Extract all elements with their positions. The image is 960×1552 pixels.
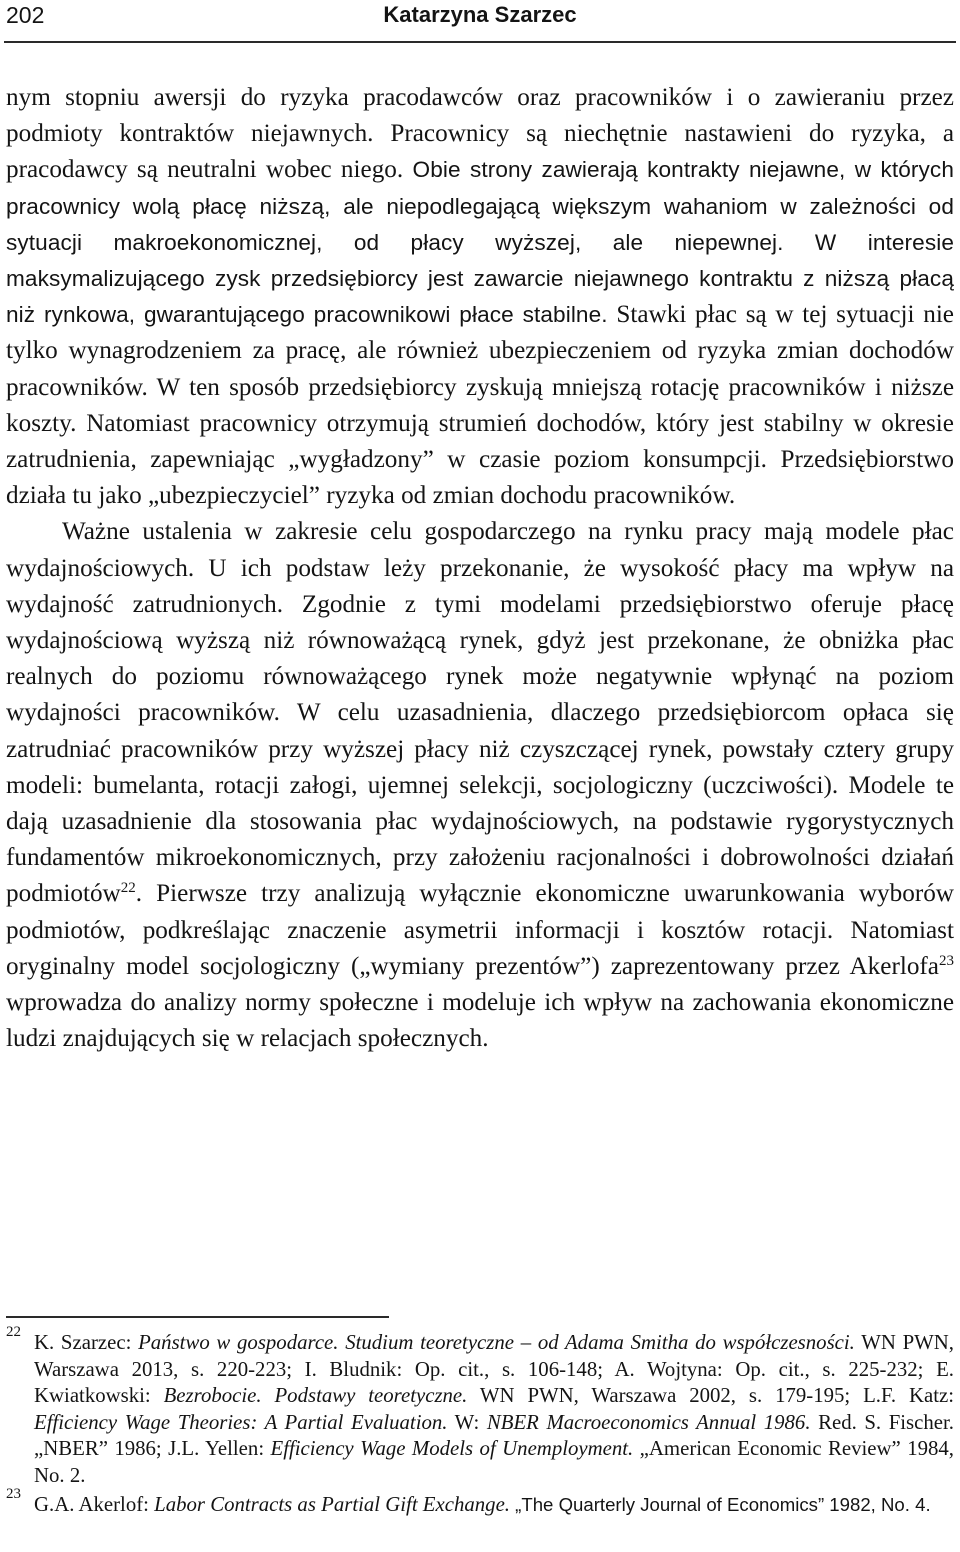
footnote-rule [6, 1316, 389, 1318]
footnote-number: 22 [6, 1324, 21, 1340]
p1-sentence-1: nym stopniu awersji do ryzyka pracodawców oraz pracowników i o zawieraniu przez podmioty kontraktów niejawnych. [6, 84, 954, 148]
footnote-text: Red. S. Fischer. „NBER” 1986; J.L. Yellen: [34, 1410, 954, 1461]
paragraph-2 [6, 514, 954, 1057]
paragraph-1 [6, 80, 954, 514]
footnote-text: „The Quarterly Journal of Economics” 1982, No. 4. [510, 1493, 931, 1515]
main-text [6, 80, 954, 1057]
p1-sentence-7: Natomiast pracownicy otrzymują strumień dochodów, który jest stabilny w okresie zatrudnienia, zapewniając „wygładzony” w czasie poziom konsumpcji. Przedsiębiorstwo działa tu jako „ubezpieczyciel” ryzyka od zmian dochodu pracowników. [6, 409, 954, 510]
p2-text-b: . Pierwsze trzy analizują wyłącznie ekonomiczne uwarunkowania wyborów podmiotów, podkreślając znaczenie asymetrii informacji i kosztów rotacji. Natomiast oryginalny model socjologiczny („wymiany prezentów”) zaprezentowany przez Akerlofa [6, 880, 954, 980]
footnote-text: W: [447, 1410, 487, 1434]
footnote-title: Labor Contracts as Partial Gift Exchange. [154, 1492, 510, 1516]
running-head-author: Katarzyna Szarzec [383, 2, 577, 27]
footnote-22 [6, 1324, 955, 1490]
page-number: 202 [6, 2, 45, 28]
footnote-text: WN PWN, Warszawa 2002, s. 179-195; L.F. Katz: [467, 1384, 955, 1408]
p1-sentence-6: W ten sposób przedsiębiorcy zyskują mniejszą rotację pracowników i niższe koszty. [6, 373, 954, 437]
footnote-number: 23 [6, 1485, 21, 1502]
footnote-text: WN PWN, Warszawa 2013, s. 220-223; I. Bludnik: Op. cit., s. 106-148; A. Wojtyna: Op. cit., s. 225-232; E. Kwiatkowski: [34, 1331, 954, 1408]
footnote-title: NBER Macroeconomics Annual 1986. [486, 1410, 811, 1434]
footnote-title: Efficiency Wage Theories: A Partial Evaluation. [34, 1410, 448, 1434]
header-rule [4, 41, 956, 43]
footnote-ref-23[interactable]: 23 [939, 952, 954, 969]
footnotes [6, 1324, 955, 1518]
footnote-text: „American Economic Review” 1984, No. 2. [34, 1437, 954, 1487]
page-header [0, 0, 960, 40]
footnote-title: Efficiency Wage Models of Unemployment. [270, 1437, 634, 1461]
p2-text-a: Ważne ustalenia w zakresie celu gospodarczego na rynku pracy mają modele płac wydajnościowych. U ich podstaw leży przekonanie, że wysokość płacy ma wpływ na wydajność zatrudnionych. Zgodnie z tymi modelami przedsiębiorstwo oferuje płacę wydajnościową wyższą niż równoważącą rynek, gdyż jest przekonane, że obniżka płac realnych do poziomu równoważącego rynek może negatywnie wpłynąć na poziom wydajności pracowników. W celu uzasadnienia, dlaczego przedsiębiorcom opłaca się zatrudniać pracowników przy wyższej płacy niż czyszczącej rynek, powstały cztery grupy modeli: bumelanta, rotacji załogi, ujemnej selekcji, socjologiczny (uczciwości). Modele te dają uzasadnienie dla stosowania płac wydajnościowych, na podstawie rygorystycznych fundamentów mikroekonomicznych, przy założeniu racjonalności i dobrowolności działań podmiotów [6, 518, 954, 908]
footnote-title: Państwo w gospodarce. Studium teoretyczne – od Adama Smitha do współczesności. [138, 1331, 855, 1354]
footnote-23 [6, 1485, 954, 1519]
footnote-text: G.A. Akerlof: [34, 1492, 155, 1516]
footnote-title: Bezrobocie. Podstawy teoretyczne. [163, 1384, 468, 1408]
footnote-ref-22[interactable]: 22 [120, 880, 136, 897]
p1-sentence-4: W interesie maksymalizującego zysk przedsiębiorcy jest zawarcie niejawnego kontraktu z niższą płacą niż rynkowa, gwarantującego pracownikowi płace stabilne. [6, 229, 954, 328]
p1-sentence-5: Stawki płac są w tej sytuacji nie tylko wynagrodzeniem za pracę, ale również ubezpieczeniem od ryzyka zmian dochodów pracowników. [6, 301, 954, 401]
p1-sentence-3: Obie strony zawierają kontrakty niejawne, w których pracownicy wolą płacę niższą, ale niepodlegającą większym wahaniom w zależności od sytuacji makroekonomicznej, od płacy wyższej, ale niepewnej. [6, 157, 954, 255]
footnote-text: K. Szarzec: [34, 1331, 139, 1354]
p2-text-c: wprowadza do analizy normy społeczne i modeluje ich wpływ na zachowania ekonomiczne ludzi znajdujących się w relacjach społecznych. [6, 989, 954, 1053]
p1-sentence-2: Pracownicy są niechętnie nastawieni do ryzyka, a pracodawcy są neutralni wobec niego. [6, 120, 954, 184]
